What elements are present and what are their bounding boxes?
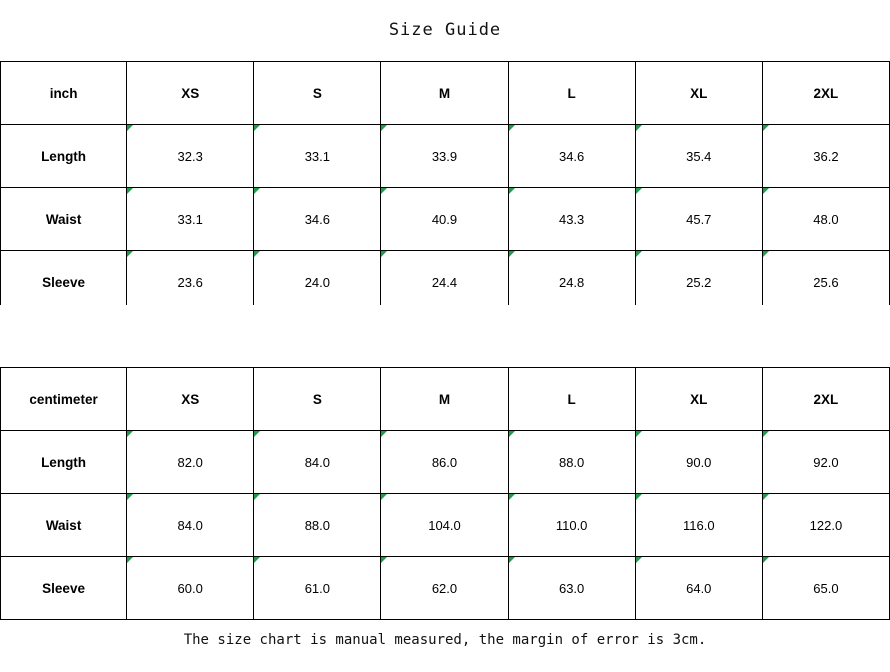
cell-sleeve-xl: 25.2: [635, 251, 762, 314]
unit-label-centimeter: centimeter: [1, 368, 127, 431]
size-table-inch: [0, 61, 890, 314]
column-header-xs: XS: [127, 368, 254, 431]
cell-length-xl: 35.4: [635, 125, 762, 188]
cell-waist-2xl: 48.0: [762, 188, 889, 251]
row-label-waist: Waist: [1, 188, 127, 251]
table-header-row: [1, 62, 890, 125]
table-row: [1, 188, 890, 251]
cell-sleeve-2xl: 65.0: [762, 557, 889, 620]
cell-length-s: 33.1: [254, 125, 381, 188]
cell-length-xs: 32.3: [127, 125, 254, 188]
cell-waist-l: 43.3: [508, 188, 635, 251]
cell-waist-xs: 84.0: [127, 494, 254, 557]
column-header-s: S: [254, 62, 381, 125]
cell-waist-m: 104.0: [381, 494, 508, 557]
cell-waist-xs: 33.1: [127, 188, 254, 251]
column-header-m: M: [381, 368, 508, 431]
row-label-waist: Waist: [1, 494, 127, 557]
column-header-xl: XL: [635, 62, 762, 125]
cell-sleeve-xs: 23.6: [127, 251, 254, 314]
table-spacer: [0, 305, 890, 367]
table-row: [1, 431, 890, 494]
cell-length-xl: 90.0: [635, 431, 762, 494]
cell-waist-s: 88.0: [254, 494, 381, 557]
table-row: [1, 557, 890, 620]
cell-sleeve-2xl: 25.6: [762, 251, 889, 314]
row-label-length: Length: [1, 431, 127, 494]
column-header-l: L: [508, 368, 635, 431]
cell-waist-m: 40.9: [381, 188, 508, 251]
measurement-disclaimer: The size chart is manual measured, the margin of error is 3cm.: [183, 632, 707, 648]
cell-waist-s: 34.6: [254, 188, 381, 251]
table-row: [1, 494, 890, 557]
cell-length-xs: 82.0: [127, 431, 254, 494]
row-label-sleeve: Sleeve: [1, 557, 127, 620]
cell-sleeve-m: 24.4: [381, 251, 508, 314]
cell-length-m: 86.0: [381, 431, 508, 494]
cell-length-2xl: 36.2: [762, 125, 889, 188]
column-header-xs: XS: [127, 62, 254, 125]
cell-length-l: 88.0: [508, 431, 635, 494]
table-header-row: [1, 368, 890, 431]
cell-length-m: 33.9: [381, 125, 508, 188]
column-header-2xl: 2XL: [762, 62, 889, 125]
cell-sleeve-s: 24.0: [254, 251, 381, 314]
cell-sleeve-m: 62.0: [381, 557, 508, 620]
cell-length-l: 34.6: [508, 125, 635, 188]
row-label-length: Length: [1, 125, 127, 188]
cell-sleeve-s: 61.0: [254, 557, 381, 620]
row-label-sleeve: Sleeve: [1, 251, 127, 314]
page-title: Size Guide: [388, 20, 502, 40]
cell-waist-xl: 45.7: [635, 188, 762, 251]
cell-sleeve-l: 24.8: [508, 251, 635, 314]
cell-sleeve-l: 63.0: [508, 557, 635, 620]
table-row: [1, 125, 890, 188]
cell-waist-2xl: 122.0: [762, 494, 889, 557]
column-header-s: S: [254, 368, 381, 431]
column-header-l: L: [508, 62, 635, 125]
column-header-xl: XL: [635, 368, 762, 431]
cell-waist-l: 110.0: [508, 494, 635, 557]
cell-length-s: 84.0: [254, 431, 381, 494]
size-table-centimeter: [0, 367, 890, 620]
column-header-m: M: [381, 62, 508, 125]
cell-length-2xl: 92.0: [762, 431, 889, 494]
cell-sleeve-xl: 64.0: [635, 557, 762, 620]
unit-label-inch: inch: [1, 62, 127, 125]
cell-waist-xl: 116.0: [635, 494, 762, 557]
cell-sleeve-xs: 60.0: [127, 557, 254, 620]
column-header-2xl: 2XL: [762, 368, 889, 431]
